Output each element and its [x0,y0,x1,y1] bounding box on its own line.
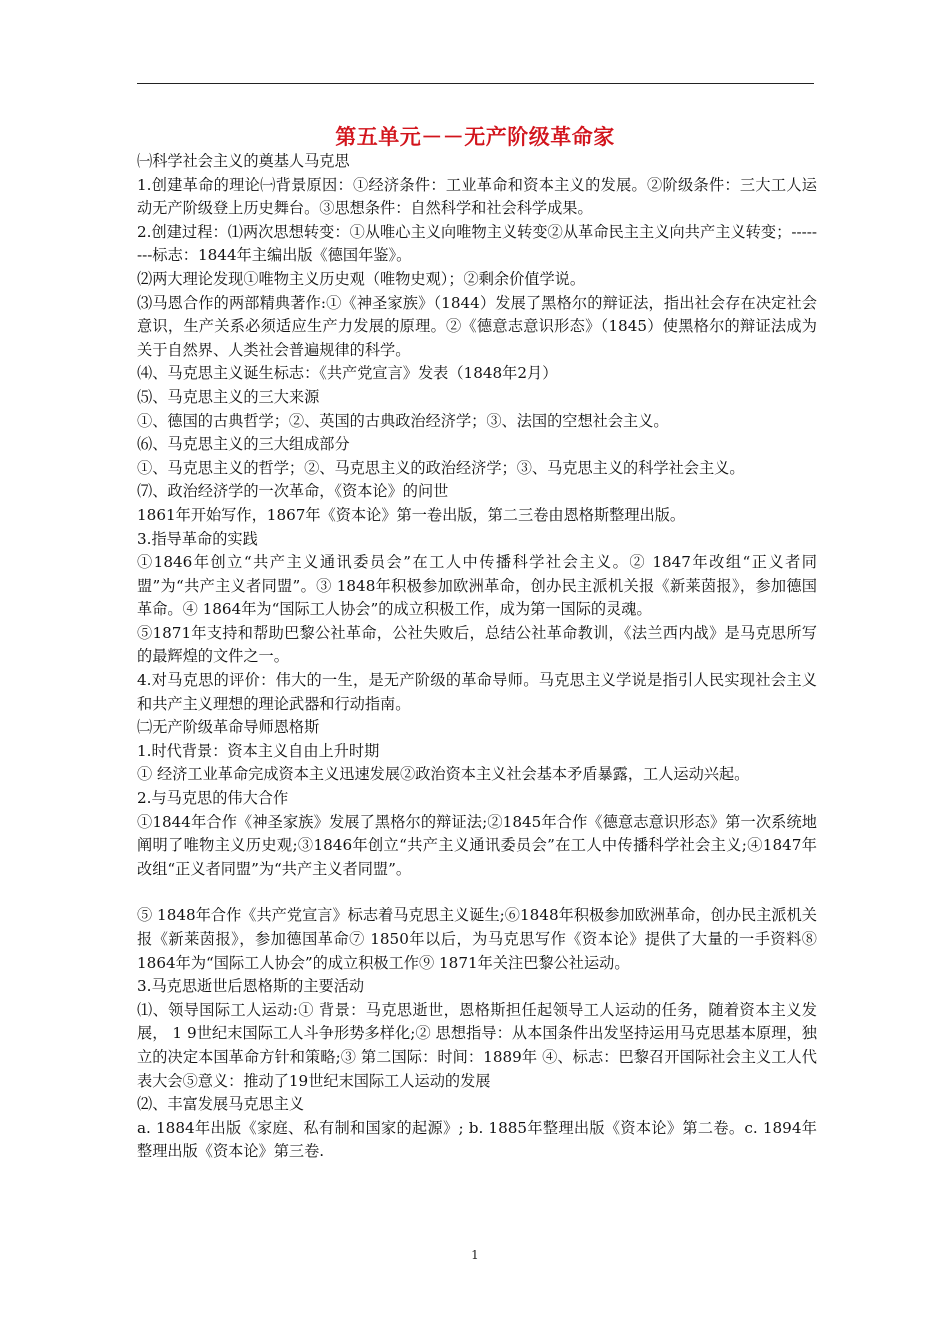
paragraph: ㈠科学社会主义的奠基人马克思 [137,152,350,170]
paragraph: ⑹、马克思主义的三大组成部分 [137,435,350,454]
paragraph: ①1846年创立“共产主义通讯委员会”在工人中传播科学社会主义。② 1847年改组“正义者同盟”为“共产主义者同盟”。③ 1848年积极参加欧洲革命，创办民主派机关报《新莱茵报》，参加德国革命。④ 1864年为“国际工人协会”的成立积极工作，成为第一国际的灵魂。 [137,553,817,619]
paragraph: ①、德国的古典哲学；②、英国的古典政治经济学；③、法国的空想社会主义。 [137,411,669,430]
page-title: 第五单元－－无产阶级革命家 [335,125,615,149]
paragraph: 2.与马克思的伟大合作 [137,789,289,808]
paragraph: ⑸、马克思主义的三大来源 [137,387,320,406]
paragraph: 3.指导革命的实践 [137,529,258,548]
paragraph: ㈡无产阶级革命导师恩格斯 [137,718,320,737]
paragraph: ①、马克思主义的哲学；②、马克思主义的政治经济学；③、马克思主义的科学社会主义。 [137,458,745,477]
paragraph: ①1844年合作《神圣家族》发展了黑格尔的辩证法;②1845年合作《德意志意识形态》第一次系统地阐明了唯物主义历史观;③1846年创立“共产主义通讯委员会”在工人中传播科学社会主义;④1847年改组“正义者同盟”为“共产主义者同盟”。 [137,812,817,878]
paragraph [137,881,817,904]
paragraph: 3.马克思逝世后恩格斯的主要活动 [137,977,365,996]
paragraph: 1.时代背景：资本主义自由上升时期 [137,741,380,760]
paragraph: 2.创建过程：⑴两次思想转变：①从唯心主义向唯物主义转变②从革命民主主义向共产主义转变；--------标志：1844年主编出版《德国年鉴》。 [137,222,817,265]
page-number: 1 [471,1248,479,1262]
paragraph: ⑶马恩合作的两部精典著作:①《神圣家族》（1844）发展了黑格尔的辩证法，指出社会存在决定社会意识，生产关系必须适应生产力发展的原理。②《德意志意识形态》（1845）使黑格尔的辩证法成为关于自然界、人类社会普遍规律的科学。 [137,293,817,359]
header-rule [137,83,814,84]
paragraph: 1861年开始写作，1867年《资本论》第一卷出版，第二三卷由恩格斯整理出版。 [137,505,686,524]
document-body [137,150,817,1164]
paragraph: ⑤ 1848年合作《共产党宣言》标志着马克思主义诞生;⑥1848年积极参加欧洲革命，创办民主派机关报《新莱茵报》，参加德国革命⑦ 1850年以后，为马克思写作《资本论》提供了大量的一手资料⑧ 1864年为“国际工人协会”的成立积极工作⑨ 1871年关注巴黎公社运动。 [137,906,817,972]
paragraph: ⑤1871年支持和帮助巴黎公社革命，公社失败后，总结公社革命教训，《法兰西内战》是马克思所写的最辉煌的文件之一。 [137,623,817,666]
paragraph: ⑴、领导国际工人运动:① 背景：马克思逝世，恩格斯担任起领导工人运动的任务，随着资本主义发展， 1 9世纪末国际工人斗争形势多样化;② 思想指导：从本国条件出发坚持运用马克思基本原理，独立的决定本国革命方针和策略;③ 第二国际：时间：1889年 ④、标志：巴黎召开国际社会主义工人代表大会⑤意义：推动了19世纪末国际工人运动的发展 [137,1000,817,1090]
paragraph: ① 经济工业革命完成资本主义迅速发展②政治资本主义社会基本矛盾暴露，工人运动兴起。 [137,765,750,784]
paragraph: 1.创建革命的理论㈠背景原因：①经济条件：工业革命和资本主义的发展。②阶级条件：三大工人运动无产阶级登上历史舞台。③思想条件：自然科学和社会科学成果。 [137,175,817,218]
paragraph: 4.对马克思的评价：伟大的一生，是无产阶级的革命导师。马克思主义学说是指引人民实现社会主义和共产主义理想的理论武器和行动指南。 [137,671,817,713]
paragraph: ⑺、政治经济学的一次革命，《资本论》的问世 [137,482,449,501]
paragraph: ⑵、丰富发展马克思主义 [137,1095,305,1114]
paragraph: ⑷、马克思主义诞生标志：《共产党宣言》发表（1848年2月） [137,364,558,383]
paragraph: a. 1884年出版《家庭、私有制和国家的起源》; b. 1885年整理出版《资本论》第二卷。c. 1894年整理出版《资本论》第三卷. [137,1118,817,1161]
paragraph: ⑵两大理论发现①唯物主义历史观（唯物史观）；②剩余价值学说。 [137,269,586,288]
